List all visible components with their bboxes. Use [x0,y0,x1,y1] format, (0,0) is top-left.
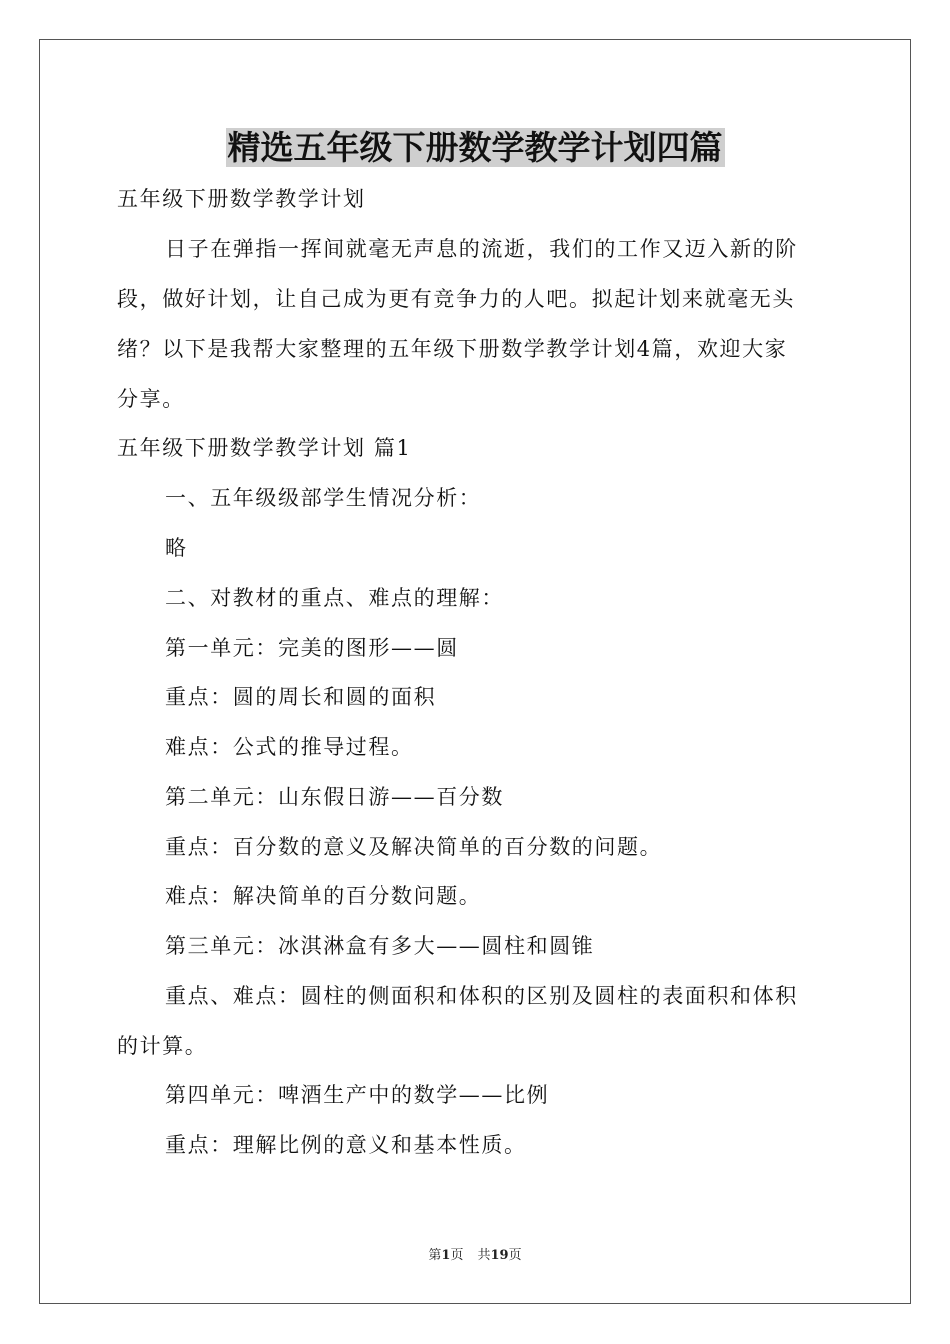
page-footer [0,1247,950,1265]
document-title [0,126,950,170]
list-item: 一、五年级级部学生情况分析： [165,486,482,510]
list-item: 重点、难点：圆柱的侧面积和体积的区别及圆柱的表面积和体积 [165,984,798,1008]
list-item: 难点：公式的推导过程。 [165,735,414,759]
total-suffix: 页 [508,1248,522,1263]
list-item: 难点：解决简单的百分数问题。 [165,884,482,908]
list-item: 重点：圆的周长和圆的面积 [165,685,437,709]
page-number: 1 [441,1248,451,1263]
page-border [39,39,911,1304]
total-pages: 19 [490,1248,509,1263]
section-heading: 五年级下册数学教学计划 [117,187,366,211]
list-item: 二、对教材的重点、难点的理解： [165,586,504,610]
intro-paragraph-line-4: 分享。 [117,387,185,411]
intro-paragraph-line-3: 绪？以下是我帮大家整理的五年级下册数学教学计划4篇，欢迎大家 [117,337,788,361]
unit-heading: 第二单元：山东假日游——百分数 [165,785,504,809]
list-item-continuation: 的计算。 [117,1034,208,1058]
unit-heading: 第四单元：啤酒生产中的数学——比例 [165,1083,550,1107]
page-suffix: 页 [450,1248,464,1263]
intro-paragraph-line-1: 日子在弹指一挥间就毫无声息的流逝，我们的工作又迈入新的阶 [165,237,798,261]
intro-paragraph-line-2: 段，做好计划，让自己成为更有竞争力的人吧。拟起计划来就毫无头 [117,287,795,311]
part-heading: 五年级下册数学教学计划 篇1 [117,436,412,460]
unit-heading: 第三单元：冰淇淋盒有多大——圆柱和圆锥 [165,934,595,958]
document-title-text: 精选五年级下册数学教学计划四篇 [227,128,723,167]
page-prefix: 第 [428,1248,442,1263]
list-item: 重点：理解比例的意义和基本性质。 [165,1133,527,1157]
list-item: 略 [165,536,188,560]
unit-heading: 第一单元：完美的图形——圆 [165,636,459,660]
total-prefix: 共 [477,1248,491,1263]
list-item: 重点：百分数的意义及解决简单的百分数的问题。 [165,835,663,859]
